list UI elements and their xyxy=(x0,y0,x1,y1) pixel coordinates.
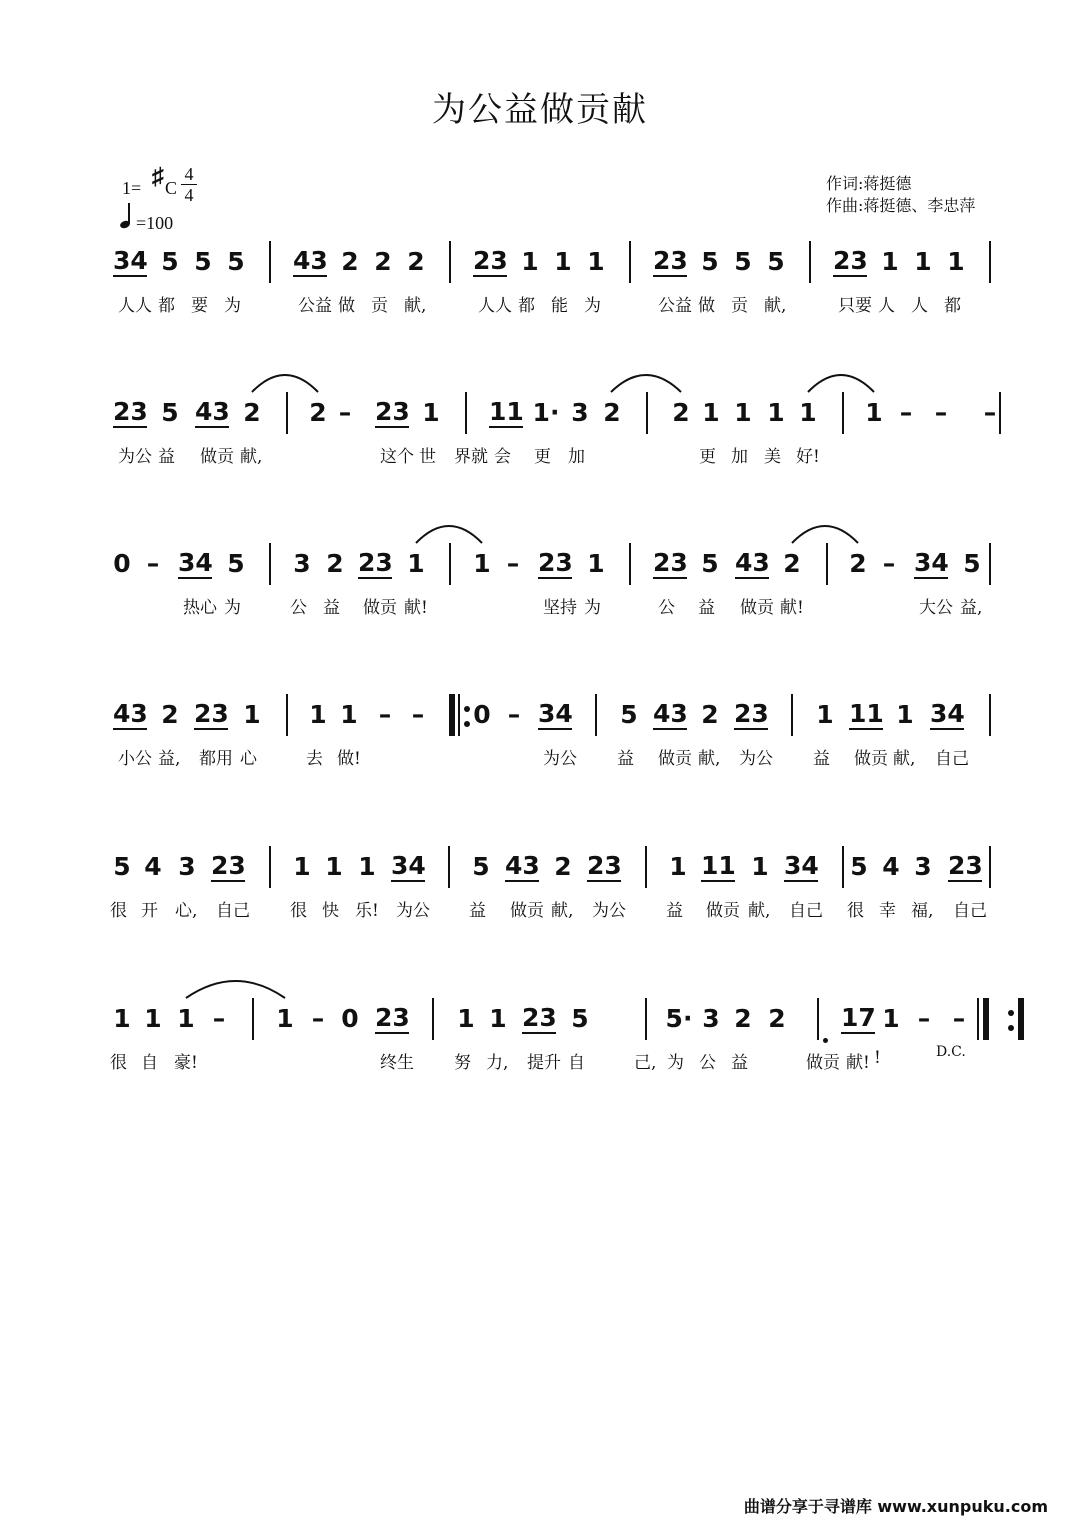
bar-line xyxy=(595,694,597,736)
tie-arc xyxy=(412,515,486,545)
note: 3 xyxy=(178,852,196,881)
lyric: 会 xyxy=(494,447,511,467)
dash-extension: – xyxy=(899,398,913,427)
bar-line xyxy=(842,392,844,434)
dash-extension: – xyxy=(917,1004,931,1033)
lyric: 做贡 xyxy=(740,598,774,618)
note: 17 xyxy=(841,1003,876,1032)
note: 43 xyxy=(653,699,688,728)
note: 1 xyxy=(144,1004,162,1033)
note: 5 xyxy=(113,852,131,881)
note: 2 xyxy=(161,700,179,729)
note: 1 xyxy=(734,398,752,427)
lyric: 做 xyxy=(698,296,715,316)
bar-line xyxy=(989,543,991,585)
credits xyxy=(826,173,975,217)
score-row xyxy=(0,1004,1080,1104)
lyric: 更 xyxy=(699,447,716,467)
lyric: 大公 xyxy=(919,598,953,618)
lyric: 为 xyxy=(667,1053,684,1073)
da-capo-marking: D.C. xyxy=(936,1044,966,1060)
lyric: 献! xyxy=(404,598,428,618)
bar-line xyxy=(269,846,271,888)
key-prefix: 1= xyxy=(122,178,142,198)
lyric: 小公 xyxy=(118,749,152,769)
lyric: 为 xyxy=(584,598,601,618)
note: 1 xyxy=(669,852,687,881)
note: 43 xyxy=(195,397,230,426)
note: 23 xyxy=(948,851,983,880)
repeat-dots xyxy=(1008,1008,1014,1036)
lyric: 福, xyxy=(911,901,934,921)
dash-extension: – xyxy=(882,549,896,578)
lyric: 献, xyxy=(748,901,771,921)
final-bar-line xyxy=(983,998,989,1040)
lyric: 益 xyxy=(617,749,634,769)
lyric: 自己 xyxy=(789,901,823,921)
lyric: 努 xyxy=(454,1053,471,1073)
lyric: 为公 xyxy=(592,901,626,921)
lyric: 献! xyxy=(846,1053,870,1073)
note: 4 xyxy=(144,852,162,881)
lyric: 公益 xyxy=(298,296,332,316)
time-signature-top: 4 xyxy=(184,164,194,184)
lyric: ! xyxy=(874,1048,881,1068)
note: 1 xyxy=(702,398,720,427)
lyric: 只要 xyxy=(838,296,872,316)
bar-line xyxy=(989,241,991,283)
lyric: 很 xyxy=(847,901,864,921)
lyric: 这个 xyxy=(380,447,414,467)
note: 23 xyxy=(375,397,410,426)
lyric: 世 xyxy=(419,447,436,467)
dash-extension: – xyxy=(934,398,948,427)
lyric: 能 xyxy=(551,296,568,316)
lyric: 做贡 xyxy=(806,1053,840,1073)
dash-extension: – xyxy=(146,549,160,578)
bar-line xyxy=(817,998,819,1040)
note: 2 xyxy=(554,852,572,881)
lyric: 贡 xyxy=(371,296,388,316)
lyric: 终生 xyxy=(380,1053,414,1073)
lyric: 为 xyxy=(224,296,241,316)
lyric: 加 xyxy=(731,447,748,467)
lyric: 做贡 xyxy=(363,598,397,618)
note: 1 xyxy=(896,700,914,729)
note: 2 xyxy=(783,549,801,578)
lyric: 心 xyxy=(240,749,257,769)
dash-extension: – xyxy=(507,700,521,729)
note: 34 xyxy=(914,548,949,577)
tie-arc xyxy=(788,515,862,545)
note: 2 xyxy=(701,700,719,729)
note: 1 xyxy=(799,398,817,427)
note: 1 xyxy=(554,247,572,276)
bar-line xyxy=(629,543,631,585)
lyric: 为公 xyxy=(396,901,430,921)
note: 2 xyxy=(374,247,392,276)
lyric: 很 xyxy=(290,901,307,921)
note: 43 xyxy=(293,246,328,275)
note: 1 xyxy=(816,700,834,729)
bar-line xyxy=(269,241,271,283)
lyric: 公 xyxy=(699,1053,716,1073)
note: 1 xyxy=(422,398,440,427)
lyric: 为公 xyxy=(118,447,152,467)
note: 34 xyxy=(113,246,148,275)
repeat-end-bar xyxy=(1018,998,1024,1040)
bar-line xyxy=(449,543,451,585)
note: 43 xyxy=(505,851,540,880)
note: 1 xyxy=(457,1004,475,1033)
lyric: 献, xyxy=(240,447,263,467)
dash-extension: – xyxy=(378,700,392,729)
lyric: 益 xyxy=(158,447,175,467)
note: 1 xyxy=(947,247,965,276)
bar-line xyxy=(842,846,844,888)
lyric: 做 xyxy=(338,296,355,316)
dash-extension: – xyxy=(338,398,352,427)
note: 1 xyxy=(358,852,376,881)
score-row xyxy=(0,247,1080,347)
song-title: 为公益做贡献 xyxy=(432,90,648,130)
note: 3 xyxy=(293,549,311,578)
bar-line xyxy=(809,241,811,283)
lyric: 做! xyxy=(337,749,361,769)
low-octave-dot xyxy=(823,1038,828,1043)
lyric: 都用 xyxy=(199,749,233,769)
lyric: 人人 xyxy=(118,296,152,316)
score-row xyxy=(0,398,1080,498)
dash-extension: – xyxy=(952,1004,966,1033)
key-note: C xyxy=(165,178,178,198)
lyric: 益 xyxy=(469,901,486,921)
note: 5 xyxy=(701,247,719,276)
lyric: 公益 xyxy=(658,296,692,316)
note: 43 xyxy=(113,699,148,728)
note: 34 xyxy=(178,548,213,577)
quarter-note-stem xyxy=(128,203,130,224)
score-row xyxy=(0,549,1080,649)
lyric: 益 xyxy=(666,901,683,921)
lyric: 益, xyxy=(158,749,181,769)
lyric: 人人 xyxy=(478,296,512,316)
lyric: 更 xyxy=(534,447,551,467)
note: 5 xyxy=(571,1004,589,1033)
bar-line xyxy=(458,694,460,736)
lyric: 力, xyxy=(486,1053,509,1073)
note: 5 xyxy=(472,852,490,881)
lyric: 热心 xyxy=(183,598,217,618)
note: 1 xyxy=(881,247,899,276)
lyricist-credit: 作词:蒋挺德 xyxy=(826,174,912,193)
lyric: 乐! xyxy=(355,901,379,921)
note: 1 xyxy=(587,247,605,276)
bar-line xyxy=(645,998,647,1040)
lyric: 益 xyxy=(813,749,830,769)
note: 0 xyxy=(473,700,491,729)
dash-extension: – xyxy=(411,700,425,729)
note: 5 xyxy=(850,852,868,881)
lyric: 公 xyxy=(658,598,675,618)
lyric: 为 xyxy=(224,598,241,618)
lyric: 都 xyxy=(158,296,175,316)
note: 34 xyxy=(538,699,573,728)
note: 23 xyxy=(587,851,622,880)
repeat-start-bar xyxy=(449,694,455,736)
note: 1 xyxy=(767,398,785,427)
note: 23 xyxy=(522,1003,557,1032)
note: 23 xyxy=(734,699,769,728)
lyric: 美 xyxy=(764,447,781,467)
dash-extension: – xyxy=(506,549,520,578)
note: 1 xyxy=(521,247,539,276)
note: 3 xyxy=(702,1004,720,1033)
score-row xyxy=(0,700,1080,800)
lyric: 豪! xyxy=(174,1053,198,1073)
tie-arc xyxy=(607,364,685,394)
tie-arc xyxy=(182,970,289,1000)
lyric: 自己 xyxy=(216,901,250,921)
lyric: 益 xyxy=(731,1053,748,1073)
lyric: 都 xyxy=(944,296,961,316)
note: 3 xyxy=(914,852,932,881)
bar-line xyxy=(989,694,991,736)
note: 1 xyxy=(325,852,343,881)
note: 34 xyxy=(391,851,426,880)
lyric: 为公 xyxy=(543,749,577,769)
note: 1 xyxy=(882,1004,900,1033)
note: 43 xyxy=(735,548,770,577)
composer-credit: 作曲:蒋挺德、李忠萍 xyxy=(826,196,976,215)
bar-line xyxy=(252,998,254,1040)
note: 23 xyxy=(113,397,148,426)
lyric: 贡 xyxy=(731,296,748,316)
lyric: 开 xyxy=(141,901,158,921)
lyric: 提升 xyxy=(527,1053,561,1073)
note: 1 xyxy=(587,549,605,578)
tempo-value: =100 xyxy=(136,213,174,233)
dash-extension: – xyxy=(311,1004,325,1033)
lyric: 做贡 xyxy=(200,447,234,467)
bar-line xyxy=(791,694,793,736)
note: 34 xyxy=(930,699,965,728)
bar-line xyxy=(269,543,271,585)
lyric: 自己 xyxy=(953,901,987,921)
lyric: 好! xyxy=(796,447,820,467)
note: 1 xyxy=(407,549,425,578)
lyric: 为 xyxy=(584,296,601,316)
lyric: 为公 xyxy=(739,749,773,769)
tie-arc xyxy=(248,364,322,394)
note: 1 xyxy=(113,1004,131,1033)
note: 5 xyxy=(161,398,179,427)
note: 1 xyxy=(243,700,261,729)
note: 23 xyxy=(211,851,246,880)
lyric: 益, xyxy=(960,598,983,618)
note: 1 xyxy=(473,549,491,578)
note: 1· xyxy=(532,398,560,427)
lyric: 做贡 xyxy=(706,901,740,921)
note: 23 xyxy=(358,548,393,577)
note: 1 xyxy=(293,852,311,881)
note: 0 xyxy=(341,1004,359,1033)
lyric: 公 xyxy=(290,598,307,618)
bar-line xyxy=(977,998,979,1040)
note: 5 xyxy=(620,700,638,729)
lyric: 人 xyxy=(878,296,895,316)
note: 5 xyxy=(227,549,245,578)
note: 5 xyxy=(701,549,719,578)
tie-arc xyxy=(804,364,878,394)
repeat-dots xyxy=(464,704,470,732)
note: 34 xyxy=(784,851,819,880)
score-row xyxy=(0,852,1080,952)
lyric: 益 xyxy=(323,598,340,618)
lyric: 都 xyxy=(518,296,535,316)
note: 23 xyxy=(473,246,508,275)
note: 2 xyxy=(309,398,327,427)
bar-line xyxy=(989,846,991,888)
note: 11 xyxy=(701,851,736,880)
dash-extension: – xyxy=(983,398,997,427)
note: 1 xyxy=(177,1004,195,1033)
note: 5 xyxy=(767,247,785,276)
lyric: 坚持 xyxy=(543,598,577,618)
bar-line xyxy=(465,392,467,434)
note: 1 xyxy=(309,700,327,729)
note: 2 xyxy=(734,1004,752,1033)
note: 1 xyxy=(489,1004,507,1033)
note: 2 xyxy=(326,549,344,578)
lyric: 做贡 xyxy=(658,749,692,769)
lyric: 幸 xyxy=(879,901,896,921)
lyric: 自 xyxy=(141,1053,158,1073)
note: 4 xyxy=(882,852,900,881)
note: 23 xyxy=(375,1003,410,1032)
note: 23 xyxy=(653,246,688,275)
bar-line xyxy=(286,392,288,434)
note: 23 xyxy=(194,699,229,728)
lyric: 献, xyxy=(764,296,787,316)
lyric: 献, xyxy=(893,749,916,769)
bar-line xyxy=(826,543,828,585)
lyric: 去 xyxy=(306,749,323,769)
lyric: 益 xyxy=(698,598,715,618)
bar-line xyxy=(629,241,631,283)
note: 23 xyxy=(538,548,573,577)
lyric: 心, xyxy=(175,901,198,921)
lyric: 献, xyxy=(404,296,427,316)
lyric: 献, xyxy=(551,901,574,921)
note: 1 xyxy=(865,398,883,427)
lyric: 自 xyxy=(568,1053,585,1073)
lyric: 己, xyxy=(634,1053,657,1073)
lyric: 要 xyxy=(191,296,208,316)
note: 0 xyxy=(113,549,131,578)
note: 3 xyxy=(571,398,589,427)
sharp-sign: ♯ xyxy=(152,164,164,190)
lyric: 做贡 xyxy=(854,749,888,769)
note: 5 xyxy=(194,247,212,276)
note: 5 xyxy=(734,247,752,276)
lyric: 献, xyxy=(698,749,721,769)
bar-line xyxy=(432,998,434,1040)
note: 2 xyxy=(849,549,867,578)
lyric: 献! xyxy=(780,598,804,618)
bar-line xyxy=(448,846,450,888)
bar-line xyxy=(645,846,647,888)
note: 2 xyxy=(243,398,261,427)
note: 5 xyxy=(227,247,245,276)
lyric: 快 xyxy=(322,901,339,921)
note: 11 xyxy=(489,397,524,426)
footer-watermark: 曲谱分享于寻谱库 www.xunpuku.com xyxy=(743,1497,1048,1516)
note: 1 xyxy=(751,852,769,881)
bar-line xyxy=(646,392,648,434)
lyric: 很 xyxy=(110,1053,127,1073)
note: 23 xyxy=(653,548,688,577)
note: 2 xyxy=(768,1004,786,1033)
note: 1 xyxy=(914,247,932,276)
note: 1 xyxy=(276,1004,294,1033)
bar-line xyxy=(449,241,451,283)
bar-line xyxy=(286,694,288,736)
note: 5· xyxy=(665,1004,693,1033)
lyric: 做贡 xyxy=(510,901,544,921)
note: 2 xyxy=(672,398,690,427)
time-signature xyxy=(181,164,197,205)
note: 1 xyxy=(340,700,358,729)
note: 2 xyxy=(603,398,621,427)
note: 5 xyxy=(963,549,981,578)
time-signature-bottom: 4 xyxy=(184,185,194,205)
bar-line xyxy=(999,392,1001,434)
lyric: 人 xyxy=(911,296,928,316)
lyric: 很 xyxy=(110,901,127,921)
note: 11 xyxy=(849,699,884,728)
lyric: 加 xyxy=(568,447,585,467)
note: 2 xyxy=(341,247,359,276)
note: 23 xyxy=(833,246,868,275)
note: 2 xyxy=(407,247,425,276)
dash-extension: – xyxy=(212,1004,226,1033)
lyric: 自己 xyxy=(935,749,969,769)
lyric: 界就 xyxy=(454,447,488,467)
note: 5 xyxy=(161,247,179,276)
